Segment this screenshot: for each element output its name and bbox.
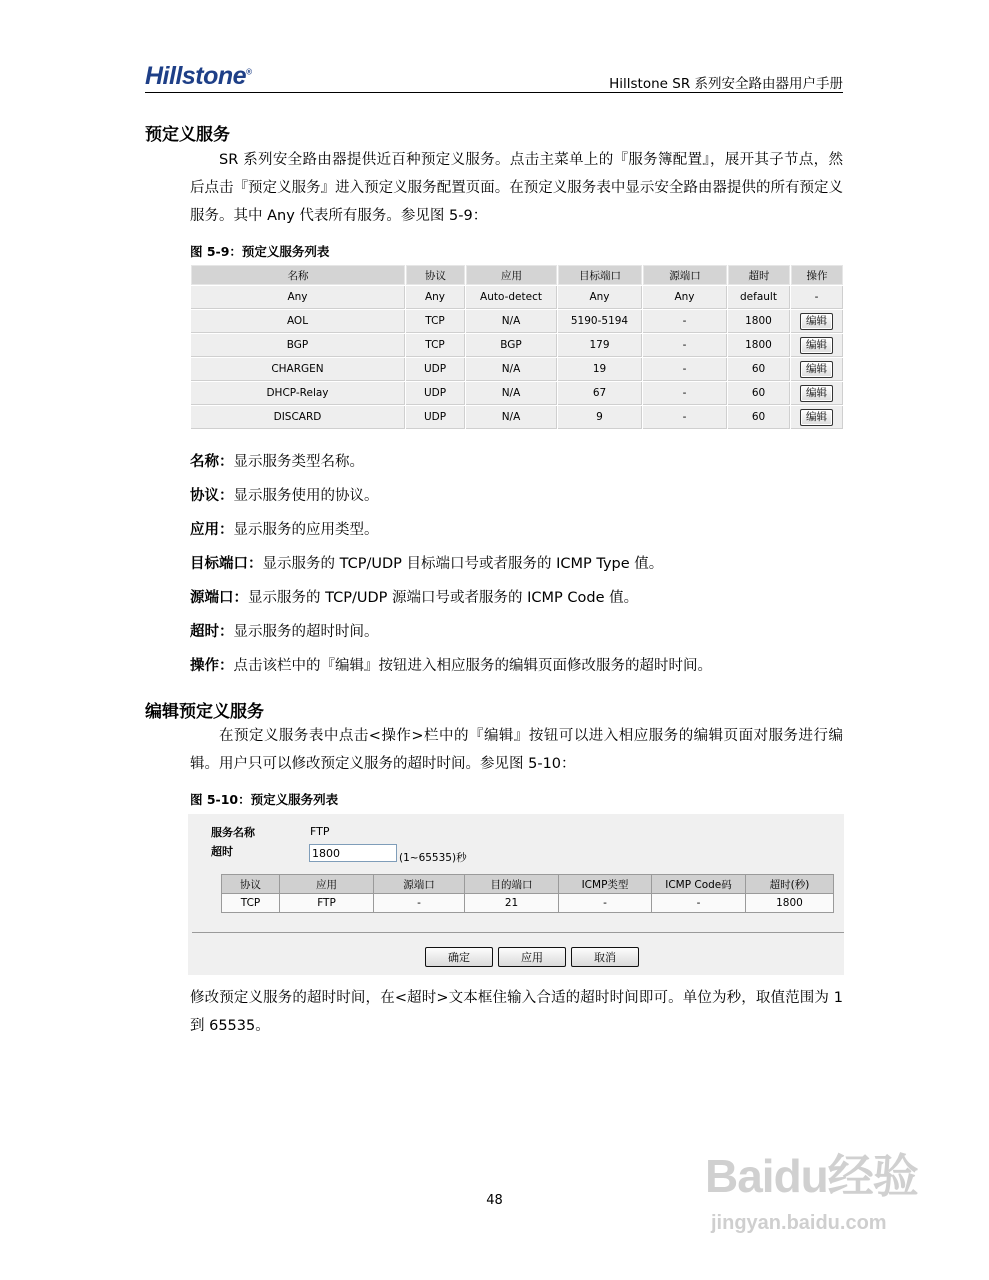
detail-cell: TCP bbox=[222, 894, 280, 913]
cell-dst-port: 9 bbox=[558, 406, 642, 429]
table-row bbox=[191, 382, 843, 405]
watermark-url: jingyan.baidu.com bbox=[711, 1212, 887, 1234]
table-row bbox=[191, 334, 843, 357]
cell-app: N/A bbox=[466, 406, 557, 429]
cell-src-port: - bbox=[643, 358, 727, 381]
cell-name: DHCP-Relay bbox=[191, 382, 405, 405]
detail-col-protocol: 协议 bbox=[222, 875, 280, 894]
figure-5-9-caption: 图 5-9：预定义服务列表 bbox=[190, 244, 330, 259]
hillstone-logo: Hillstone® bbox=[145, 62, 252, 90]
detail-col-dst-port: 目的端口 bbox=[465, 875, 559, 894]
definition-application: 应用：显示服务的应用类型。 bbox=[190, 522, 379, 538]
timeout-label: 超时 bbox=[211, 845, 233, 858]
baidu-watermark bbox=[705, 1140, 945, 1250]
timeout-input[interactable] bbox=[309, 844, 397, 862]
detail-cell: - bbox=[374, 894, 465, 913]
cell-src-port: - bbox=[643, 310, 727, 333]
cell-protocol: Any bbox=[406, 286, 465, 309]
cell-app: N/A bbox=[466, 310, 557, 333]
figure-5-10-caption: 图 5-10：预定义服务列表 bbox=[190, 792, 339, 807]
detail-cell: 21 bbox=[465, 894, 559, 913]
cell-name: Any bbox=[191, 286, 405, 309]
column-header-dst-port: 目标端口 bbox=[558, 265, 642, 285]
definition-src-port: 源端口：显示服务的 TCP/UDP 源端口号或者服务的 ICMP Code 值。 bbox=[190, 590, 639, 606]
detail-col-src-port: 源端口 bbox=[374, 875, 465, 894]
cell-src-port: - bbox=[643, 406, 727, 429]
detail-cell: 1800 bbox=[746, 894, 834, 913]
cell-src-port: - bbox=[643, 334, 727, 357]
cell-protocol: UDP bbox=[406, 382, 465, 405]
cell-protocol: TCP bbox=[406, 310, 465, 333]
page-number: 48 bbox=[486, 1193, 503, 1208]
cell-timeout: 60 bbox=[728, 358, 790, 381]
table-header-row bbox=[191, 265, 843, 285]
cell-app: N/A bbox=[466, 382, 557, 405]
edit-service-form bbox=[188, 814, 844, 975]
detail-col-icmp-type: ICMP类型 bbox=[559, 875, 652, 894]
table-row bbox=[191, 286, 843, 309]
cell-src-port: - bbox=[643, 382, 727, 405]
service-detail-table bbox=[221, 874, 834, 913]
cell-action bbox=[791, 382, 843, 405]
definition-action: 操作：点击该栏中的『编辑』按钮进入相应服务的编辑页面修改服务的超时时间。 bbox=[190, 658, 712, 674]
confirm-button[interactable]: 确定 bbox=[425, 947, 493, 967]
cell-name: AOL bbox=[191, 310, 405, 333]
definition-dst-port: 目标端口：显示服务的 TCP/UDP 目标端口号或者服务的 ICMP Type 值。 bbox=[190, 556, 664, 572]
detail-cell: - bbox=[652, 894, 746, 913]
section-heading-predefined-services: 预定义服务 bbox=[145, 125, 230, 145]
table-row bbox=[191, 406, 843, 429]
table-row bbox=[191, 358, 843, 381]
section2-paragraph: 在预定义服务表中点击<操作>栏中的『编辑』按钮可以进入相应服务的编辑页面对服务进行编辑。用户只可以修改预定义服务的超时时间。参见图 5-10： bbox=[190, 728, 843, 772]
edit-button[interactable]: 编辑 bbox=[800, 385, 833, 402]
cell-src-port: Any bbox=[643, 286, 727, 309]
section1-paragraph: SR 系列安全路由器提供近百种预定义服务。点击主菜单上的『服务簿配置』，展开其子节点，然后点击『预定义服务』进入预定义服务配置页面。在预定义服务表中显示安全路由器提供的所有预定义服务。其中 Any 代表所有服务。参见图 5-9： bbox=[190, 152, 843, 224]
cell-dst-port: 179 bbox=[558, 334, 642, 357]
service-name-value: FTP bbox=[310, 825, 330, 838]
cell-app: Auto-detect bbox=[466, 286, 557, 309]
detail-cell: FTP bbox=[280, 894, 374, 913]
definition-protocol: 协议：显示服务使用的协议。 bbox=[190, 488, 379, 504]
cell-dst-port: Any bbox=[558, 286, 642, 309]
watermark-brand: Baidu经验 bbox=[705, 1150, 918, 1202]
table-row bbox=[191, 310, 843, 333]
column-header-application: 应用 bbox=[466, 265, 557, 285]
definition-timeout: 超时：显示服务的超时时间。 bbox=[190, 624, 379, 640]
cell-action bbox=[791, 406, 843, 429]
cell-timeout: 1800 bbox=[728, 334, 790, 357]
form-divider bbox=[192, 932, 844, 933]
cell-dst-port: 5190-5194 bbox=[558, 310, 642, 333]
cell-action: - bbox=[791, 286, 843, 309]
column-header-name: 名称 bbox=[191, 265, 405, 285]
cell-timeout: 60 bbox=[728, 406, 790, 429]
cell-dst-port: 67 bbox=[558, 382, 642, 405]
cell-protocol: UDP bbox=[406, 406, 465, 429]
detail-cell: - bbox=[559, 894, 652, 913]
apply-button[interactable]: 应用 bbox=[498, 947, 566, 967]
cell-name: BGP bbox=[191, 334, 405, 357]
cell-protocol: TCP bbox=[406, 334, 465, 357]
table-row bbox=[222, 894, 834, 913]
predefined-service-table bbox=[190, 264, 844, 430]
edit-button[interactable]: 编辑 bbox=[800, 313, 833, 330]
cell-dst-port: 19 bbox=[558, 358, 642, 381]
cell-protocol: UDP bbox=[406, 358, 465, 381]
cancel-button[interactable]: 取消 bbox=[571, 947, 639, 967]
cell-timeout: 60 bbox=[728, 382, 790, 405]
cell-name: DISCARD bbox=[191, 406, 405, 429]
definition-name: 名称：显示服务类型名称。 bbox=[190, 454, 364, 470]
detail-col-timeout: 超时(秒) bbox=[746, 875, 834, 894]
detail-col-icmp-code: ICMP Code码 bbox=[652, 875, 746, 894]
cell-app: BGP bbox=[466, 334, 557, 357]
column-header-action: 操作 bbox=[791, 265, 843, 285]
detail-header-row bbox=[222, 875, 834, 894]
section-heading-edit-predefined-service: 编辑预定义服务 bbox=[145, 702, 264, 722]
cell-action bbox=[791, 310, 843, 333]
service-name-label: 服务名称 bbox=[211, 826, 255, 839]
cell-timeout: 1800 bbox=[728, 310, 790, 333]
cell-app: N/A bbox=[466, 358, 557, 381]
column-header-protocol: 协议 bbox=[406, 265, 465, 285]
column-header-timeout: 超时 bbox=[728, 265, 790, 285]
column-header-src-port: 源端口 bbox=[643, 265, 727, 285]
edit-button[interactable]: 编辑 bbox=[800, 409, 833, 426]
cell-action bbox=[791, 334, 843, 357]
detail-col-application: 应用 bbox=[280, 875, 374, 894]
header-divider bbox=[145, 92, 843, 93]
timeout-range-hint: (1~65535)秒 bbox=[399, 852, 467, 864]
cell-action bbox=[791, 358, 843, 381]
cell-timeout: default bbox=[728, 286, 790, 309]
field-definitions bbox=[190, 452, 850, 690]
closing-paragraph: 修改预定义服务的超时时间，在<超时>文本框住输入合适的超时时间即可。单位为秒，取值范围为 1 到 65535。 bbox=[190, 990, 843, 1034]
cell-name: CHARGEN bbox=[191, 358, 405, 381]
header-title: Hillstone SR 系列安全路由器用户手册 bbox=[609, 76, 843, 92]
edit-button[interactable]: 编辑 bbox=[800, 361, 833, 378]
edit-button[interactable]: 编辑 bbox=[800, 337, 833, 354]
